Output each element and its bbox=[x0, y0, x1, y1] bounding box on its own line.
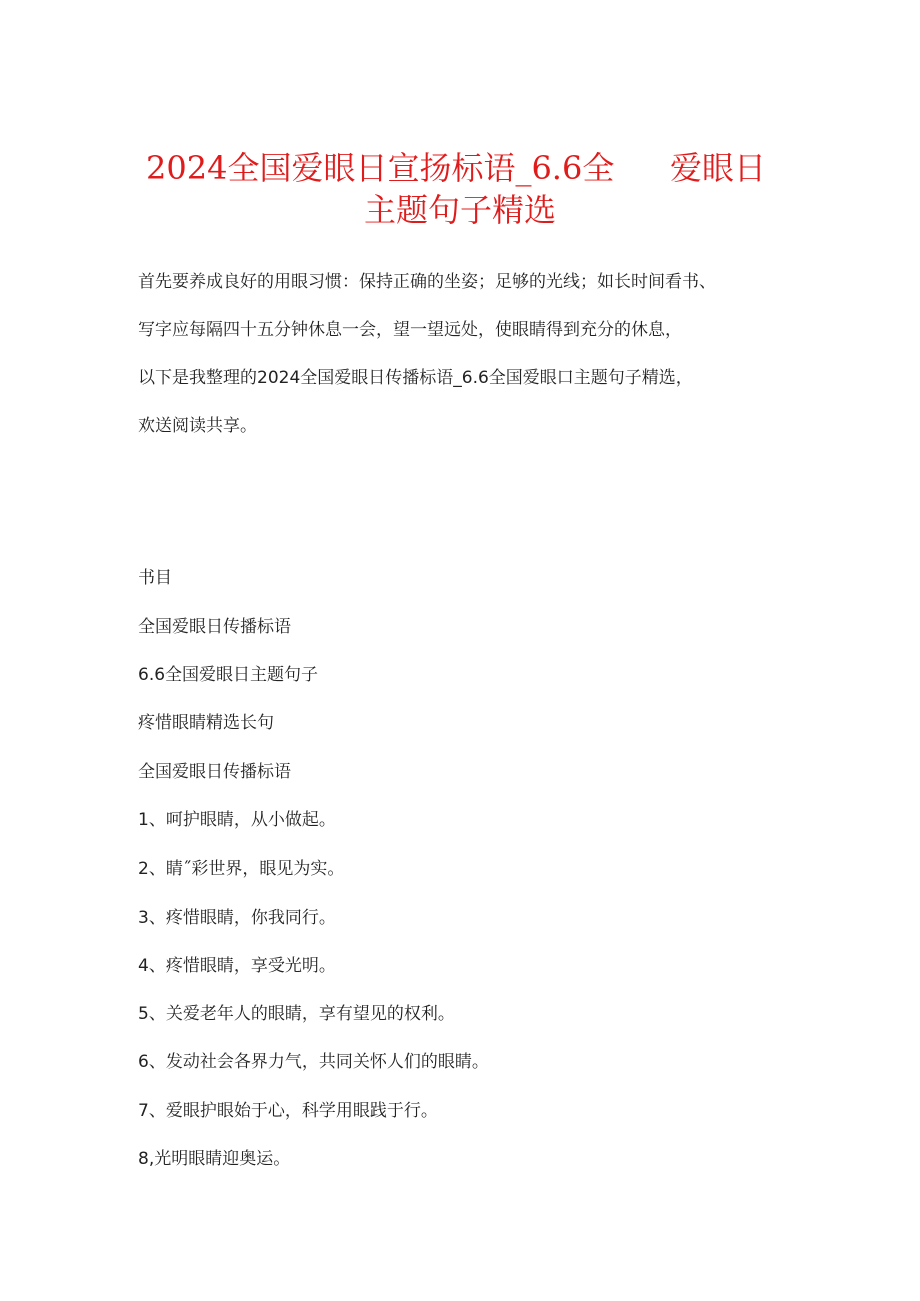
title-part-a: 2024全国爱眼日宣扬标语_6.6全 bbox=[146, 149, 615, 187]
title-part-b: 爱眼日 bbox=[670, 149, 767, 187]
slogan-item: 1、呵护眼睛，从小做起。 bbox=[138, 810, 336, 830]
slogan-item: 7、爱眼护眼始于心，科学用眼践于行。 bbox=[138, 1101, 438, 1121]
slogan-item: 8,光明眼睛迎奥运。 bbox=[138, 1149, 291, 1169]
slogan-item: 3、疼惜眼睛，你我同行。 bbox=[138, 908, 336, 928]
section-heading: 全国爱眼日传播标语 bbox=[138, 762, 291, 782]
document-title-line-2: 主题句子精选 bbox=[363, 191, 556, 229]
slogan-item: 5、关爱老年人的眼睛，享有望见的权利。 bbox=[138, 1004, 455, 1024]
toc-item[interactable]: 疼惜眼睛精选长句 bbox=[138, 713, 274, 733]
intro-line-1: 首先要养成良好的用眼习惯：保持正确的坐姿；足够的光线；如长时间看书、 bbox=[138, 272, 716, 292]
intro-line-2: 写字应每隔四十五分钟休息一会，望一望远处，使眼睛得到充分的休息， bbox=[138, 320, 682, 340]
toc-item[interactable]: 全国爱眼日传播标语 bbox=[138, 617, 291, 637]
slogan-item: 4、疼惜眼睛，享受光明。 bbox=[138, 956, 336, 976]
slogan-item: 2、睛˝彩世界，眼见为实。 bbox=[138, 859, 345, 879]
toc-item[interactable]: 6.6全国爱眼日主题句子 bbox=[138, 665, 319, 685]
toc-heading: 书目 bbox=[138, 568, 172, 588]
intro-line-3: 以下是我整理的2024全国爱眼日传播标语_6.6全国爱眼口主题句子精选， bbox=[138, 368, 693, 388]
slogan-item: 6、发动社会各界力气，共同关怀人们的眼睛。 bbox=[138, 1052, 489, 1072]
intro-line-4: 欢送阅读共享。 bbox=[138, 416, 257, 436]
